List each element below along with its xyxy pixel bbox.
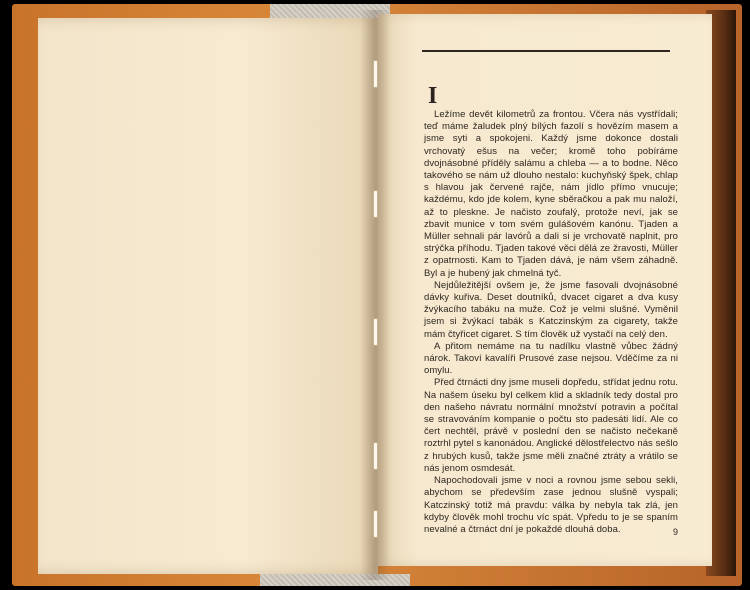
paragraph: Ležíme devět kilometrů za frontou. Včera nás vystřídali; teď máme žaludek plný bílých fazolí s hovězím masem a jsme syti a spokojeni. Každý jsme dokonce dostali vrchovatý ešus na večer; kromě toho pobíráme dvojnásobné příděly salámu a chleba — a to bodne. Něco takového se nám už dlouho nestalo: kuchyňský špek, chlap s hlavou jak červené rajče, nám jídlo přímo vnucuje; každému, kdo jde kolem, kyne sběračkou a pak mu naloží, až to pleskne. Je načisto zoufalý, protože neví, jak se zbavit munice v tom svém gulášovém kanónu. Tjaden a Müller sehnali pár lavórů a dali si je vrchovatě naplnit, pro strýčka příhodu. Tjaden takové věci dělá ze žravosti, Müller z opatrnosti. Kam to Tjaden dává, je nám všem záhadně. Byl a je hubený jak chmelná tyč. — [424, 109, 678, 279]
binding-stitch — [373, 442, 378, 470]
left-blank-page — [38, 18, 378, 574]
paragraph: Napochodovali jsme v noci a rovnou jsme sebou sekli, abychom se především zase jednou slušně vyspali; Katczinský totiž má pravdu: válka by nebyla tak zlá, jen kdyby člověk mohl trochu víc spát. Vpředu to je se spaním nevalné a čtrnáct dní je pokaždé dlouhá doba. — [424, 475, 678, 535]
binding-stitch — [373, 190, 378, 218]
binding-stitch — [373, 60, 378, 88]
chapter-number: I — [428, 83, 438, 109]
paragraph: Před čtrnácti dny jsme museli dopředu, střídat jednu rotu. Na našem úseku byl celkem klid a skladník tedy dostal pro den našeho návratu normální množství potravin a počítal se stravováním kompanie o počtu sto padesáti lidí. Ale co čert nechtěl, právě v poslední den se načisto nečekaně roztrhl pytel s kanonádou. Anglické dělostřelectvo nás sešlo z hrubých kusů, takže jsme měli značné ztráty a vrátilo se nás jenom osmdesát. — [424, 377, 678, 474]
chapter-rule — [422, 50, 670, 52]
paragraph: A přitom nemáme na tu nadílku vlastně vůbec žádný nárok. Takoví kavalíři Prusové zase nejsou. Vděčíme za ni omylu. — [424, 340, 678, 377]
binding-stitch — [373, 318, 378, 346]
binding-stitch — [373, 510, 378, 538]
gutter-shadow — [360, 10, 390, 580]
page-number: 9 — [673, 527, 679, 537]
paragraph: Nejdůležitější ovšem je, že jsme fasovali dvojnásobné dávky kuřiva. Deset doutníků, dvacet cigaret a dva kusy žvýkacího tabáku na muže. Což je velmi slušné. Vyměnil jsem si žvýkací tabák s Katczinským za cigarety, takže mám čtyřicet cigaret. S tím člověk už vystačí na celý den. — [424, 279, 678, 340]
chapter-text — [424, 109, 678, 536]
